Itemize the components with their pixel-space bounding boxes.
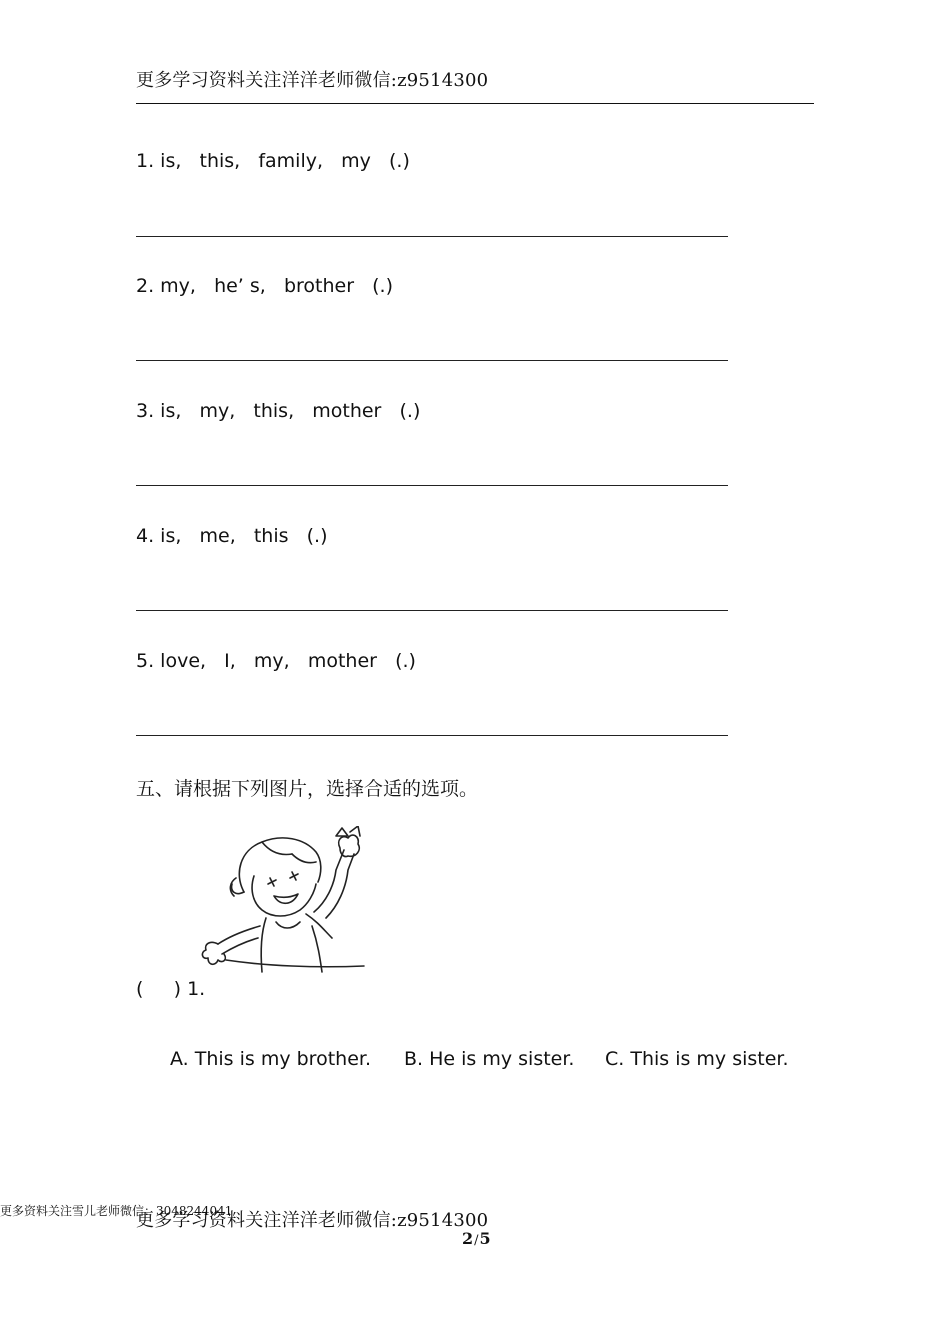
question-5: 5. love, I, my, mother (.) (136, 650, 416, 672)
option-c[interactable]: C. This is my sister. (605, 1048, 789, 1070)
question-4: 4. is, me, this (.) (136, 525, 328, 547)
page-header: 更多学习资料关注洋洋老师微信:z9514300 (136, 70, 489, 91)
answer-line-1[interactable] (136, 236, 728, 237)
header-divider (136, 103, 814, 104)
section-title: 五、请根据下列图片，选择合适的选项。 (136, 778, 479, 800)
item-1-bracket[interactable]: ( ) 1. (136, 978, 206, 1000)
question-1: 1. is, this, family, my (.) (136, 150, 410, 172)
page-footer: 更多学习资料关注洋洋老师微信:z9514300 (136, 1210, 489, 1231)
answer-line-4[interactable] (136, 610, 728, 611)
option-b[interactable]: B. He is my sister. (404, 1048, 575, 1070)
option-a[interactable]: A. This is my brother. (170, 1048, 371, 1070)
question-3: 3. is, my, this, mother (.) (136, 400, 421, 422)
answer-line-2[interactable] (136, 360, 728, 361)
page-separator: / (474, 1233, 479, 1248)
side-watermark-text: 更多资料关注雪儿老师微信：3048244041 (0, 1204, 233, 1218)
page-current: 2 (462, 1229, 474, 1248)
question-2: 2. my, he’ s, brother (.) (136, 275, 394, 297)
answer-line-5[interactable] (136, 735, 728, 736)
girl-waving-illustration (196, 826, 376, 976)
answer-line-3[interactable] (136, 485, 728, 486)
page-total: 5 (479, 1229, 491, 1248)
page-number (462, 1229, 491, 1248)
